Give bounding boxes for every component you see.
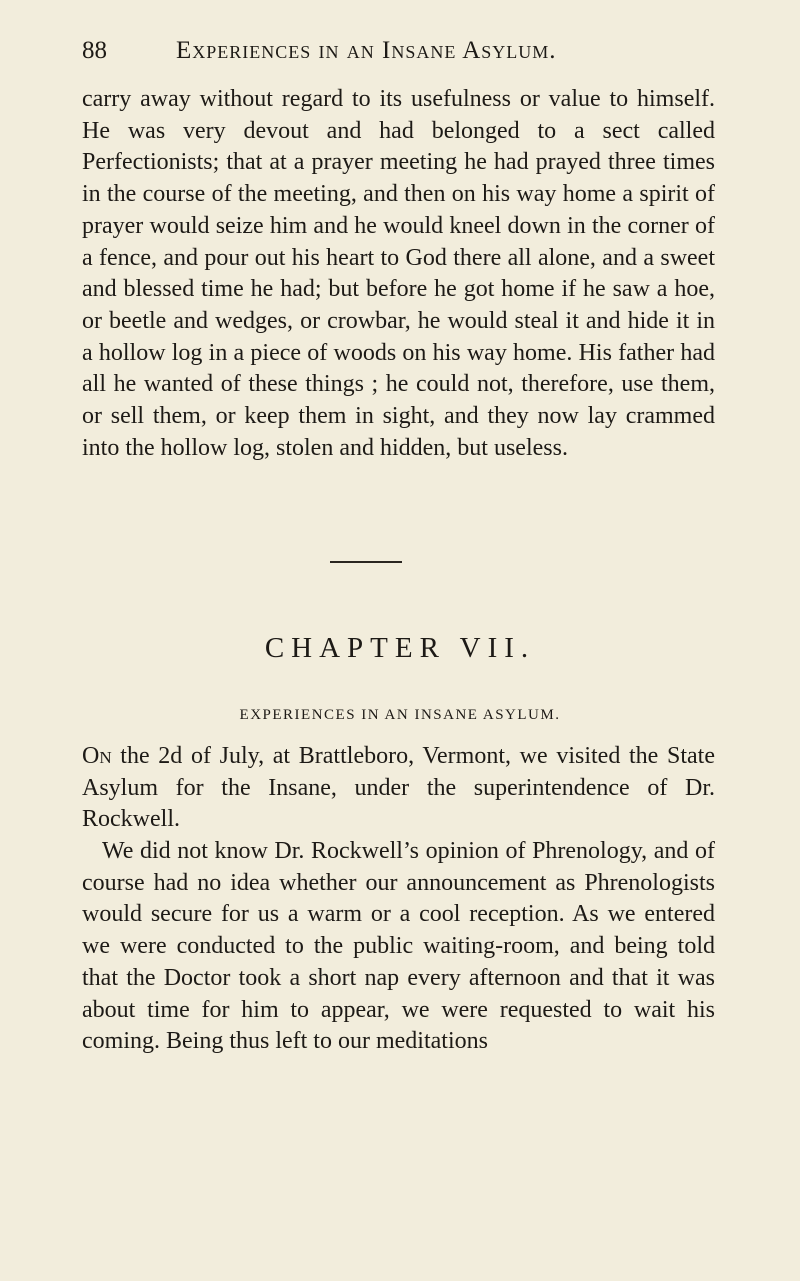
opening-word: On: [82, 743, 112, 769]
second-paragraph: We did not know Dr. Rockwell’s opinion of Phrenology, and of course had no idea whether our announcement as Phrenologists would secure for us a warm or a cool reception. As we entered we were conducted to the public waiting-room, and being told that the Doctor took a short nap every afternoon and that it was about time for him to appear, we were requested to wait his coming. Being thus left to our meditations: [82, 838, 715, 1055]
chapter-subtitle: EXPERIENCES IN AN INSANE ASYLUM.: [239, 707, 561, 723]
running-head: Experiences in an Insane Asylum.: [176, 37, 557, 64]
opening-paragraph-text: the 2d of July, at Brattleboro, Vermont, we visited the State Asylum for the Insane, under the superintendence of Dr. Rockwell.: [82, 743, 715, 833]
chapter-opening-paragraph: [82, 741, 715, 836]
continued-paragraph: carry away without regard to its usefulness or value to himself. He was very devout and had belonged to a sect called Perfectionists; that at a prayer meeting he had prayed three times in the course of the meeting, and then on his way home a spirit of prayer would seize him and he would kneel down in the corner of a fence, and pour out his heart to God there all alone, and a sweet and blessed time he had; but before he got home if he saw a hoe, or beetle and wedges, or crowbar, he would steal it and hide it in a hollow log in a piece of woods on his way home. His father had all he wanted of these things ; he could not, therefore, use them, or sell them, or keep them in sight, and they now lay crammed into the hollow log, stolen and hidden, but useless.: [82, 86, 715, 461]
page-number: 88: [82, 37, 107, 64]
page-header: [82, 34, 726, 68]
section-divider: [330, 561, 402, 563]
chapter-title: CHAPTER VII.: [264, 632, 536, 664]
